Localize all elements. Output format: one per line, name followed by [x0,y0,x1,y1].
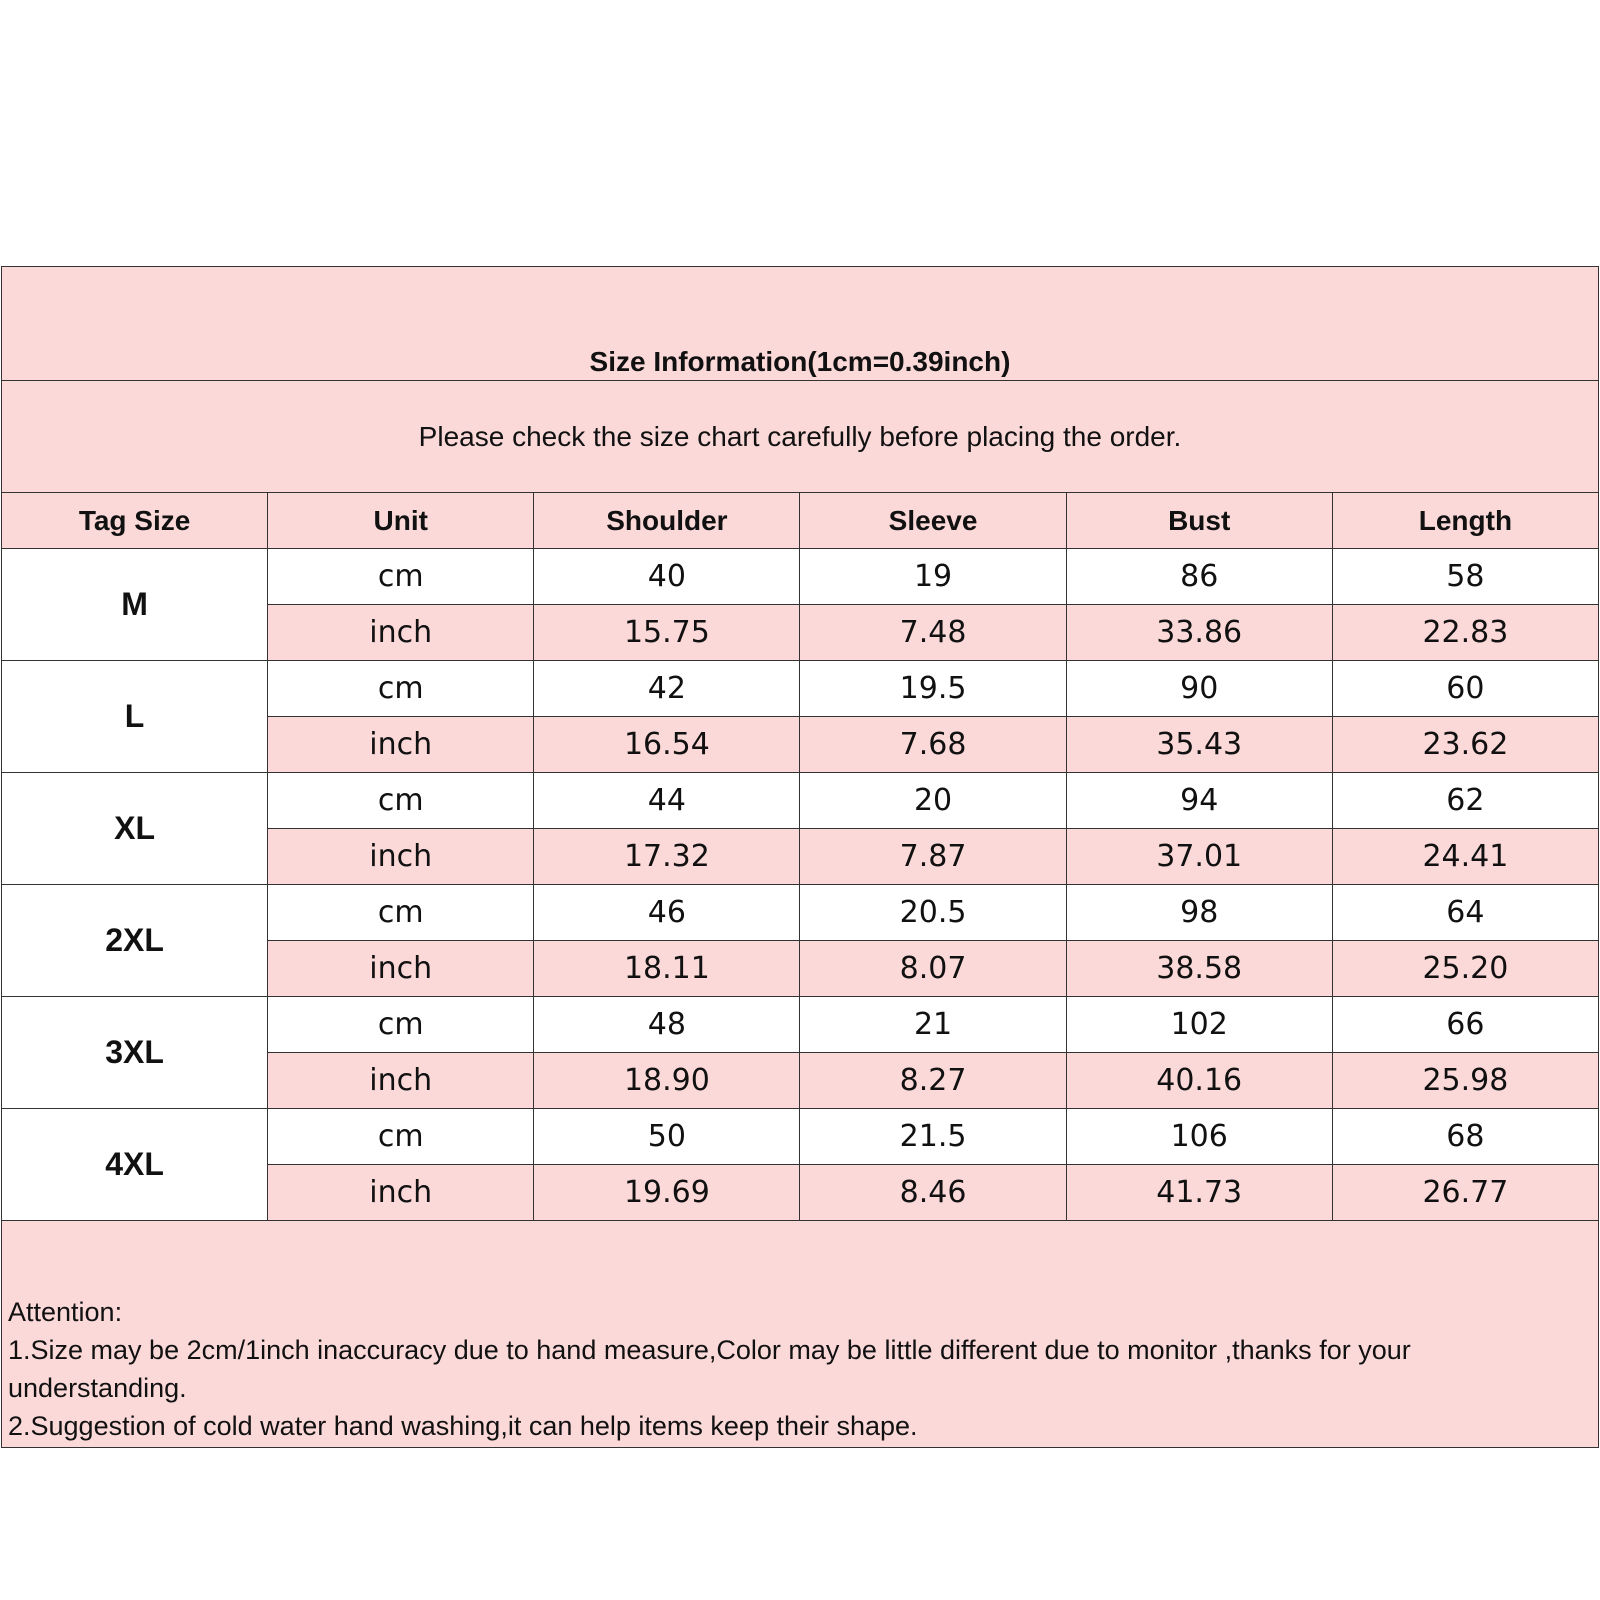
bust-value: 41.73 [1066,1165,1332,1221]
length-value: 60 [1332,661,1598,717]
shoulder-value: 44 [534,773,800,829]
sleeve-value: 21.5 [800,1109,1066,1165]
sleeve-value: 7.68 [800,717,1066,773]
unit-cell: cm [268,661,534,717]
header-sleeve: Sleeve [800,493,1066,549]
notes-row [2,1221,1599,1448]
length-value: 68 [1332,1109,1598,1165]
table-row [2,661,1599,717]
length-value: 22.83 [1332,605,1598,661]
sleeve-value: 8.27 [800,1053,1066,1109]
shoulder-value: 48 [534,997,800,1053]
shoulder-value: 17.32 [534,829,800,885]
bust-value: 94 [1066,773,1332,829]
sleeve-value: 19.5 [800,661,1066,717]
bust-value: 102 [1066,997,1332,1053]
notice-row [2,381,1599,493]
sleeve-value: 8.46 [800,1165,1066,1221]
attention-note-2: 2.Suggestion of cold water hand washing,it can help items keep their shape. [8,1411,918,1441]
size-chart-table [1,266,1599,1448]
sleeve-value: 7.87 [800,829,1066,885]
attention-note-1: 1.Size may be 2cm/1inch inaccuracy due to hand measure,Color may be little different due to monitor ,thanks for your understanding. [8,1335,1411,1403]
table-row [2,773,1599,829]
header-length: Length [1332,493,1598,549]
unit-cell: inch [268,605,534,661]
header-shoulder: Shoulder [534,493,800,549]
header-tag-size: Tag Size [2,493,268,549]
unit-cell: cm [268,549,534,605]
length-value: 24.41 [1332,829,1598,885]
length-value: 23.62 [1332,717,1598,773]
sleeve-value: 19 [800,549,1066,605]
sleeve-value: 20 [800,773,1066,829]
header-row [2,493,1599,549]
bust-value: 35.43 [1066,717,1332,773]
bust-value: 33.86 [1066,605,1332,661]
length-value: 25.20 [1332,941,1598,997]
shoulder-value: 18.11 [534,941,800,997]
shoulder-value: 42 [534,661,800,717]
shoulder-value: 18.90 [534,1053,800,1109]
tag-size-cell: 4XL [2,1109,268,1221]
shoulder-value: 46 [534,885,800,941]
bust-value: 106 [1066,1109,1332,1165]
tag-size-cell: XL [2,773,268,885]
length-value: 62 [1332,773,1598,829]
sleeve-value: 7.48 [800,605,1066,661]
table-row [2,997,1599,1053]
unit-cell: inch [268,1053,534,1109]
unit-cell: inch [268,1165,534,1221]
size-chart-sheet [1,266,1599,1448]
shoulder-value: 19.69 [534,1165,800,1221]
shoulder-value: 15.75 [534,605,800,661]
header-bust: Bust [1066,493,1332,549]
header-unit: Unit [268,493,534,549]
bust-value: 98 [1066,885,1332,941]
length-value: 25.98 [1332,1053,1598,1109]
tag-size-cell: M [2,549,268,661]
shoulder-value: 50 [534,1109,800,1165]
length-value: 58 [1332,549,1598,605]
sleeve-value: 8.07 [800,941,1066,997]
bust-value: 37.01 [1066,829,1332,885]
chart-notice: Please check the size chart carefully before placing the order. [2,381,1599,493]
sleeve-value: 21 [800,997,1066,1053]
chart-title: Size Information(1cm=0.39inch) [2,267,1599,381]
unit-cell: inch [268,829,534,885]
unit-cell: cm [268,997,534,1053]
length-value: 66 [1332,997,1598,1053]
bust-value: 38.58 [1066,941,1332,997]
tag-size-cell: L [2,661,268,773]
unit-cell: cm [268,773,534,829]
title-row [2,267,1599,381]
bust-value: 40.16 [1066,1053,1332,1109]
shoulder-value: 40 [534,549,800,605]
sleeve-value: 20.5 [800,885,1066,941]
bust-value: 86 [1066,549,1332,605]
table-row [2,885,1599,941]
unit-cell: cm [268,885,534,941]
attention-notes [2,1221,1599,1448]
tag-size-cell: 3XL [2,997,268,1109]
attention-heading: Attention: [8,1297,123,1327]
unit-cell: inch [268,941,534,997]
table-row [2,549,1599,605]
table-row [2,1109,1599,1165]
length-value: 26.77 [1332,1165,1598,1221]
bust-value: 90 [1066,661,1332,717]
tag-size-cell: 2XL [2,885,268,997]
unit-cell: inch [268,717,534,773]
length-value: 64 [1332,885,1598,941]
unit-cell: cm [268,1109,534,1165]
shoulder-value: 16.54 [534,717,800,773]
